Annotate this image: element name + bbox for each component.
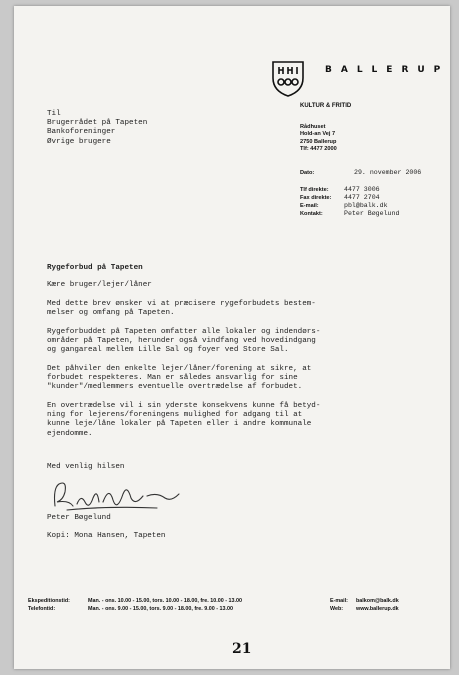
- recipient-line: Bankoforeninger: [47, 128, 116, 137]
- address-line: 2750 Ballerup: [300, 138, 337, 145]
- contact-label: Kontakt:: [300, 211, 323, 217]
- recipient-line: Brugerrådet på Tapeten: [47, 119, 148, 128]
- letter-closing: Med venlig hilsen: [47, 463, 125, 471]
- phone-value: 4477 3006: [344, 186, 380, 193]
- recipient-line: Øvrige brugere: [47, 137, 111, 146]
- email-value: pbl@balk.dk: [344, 202, 388, 209]
- signer-name: Peter Bøgelund: [47, 514, 111, 522]
- paragraph-line: forbudet respekteres. Man er således ansvarlig for sine: [47, 374, 298, 383]
- paragraph: [47, 328, 407, 356]
- footer-email-label: E-mail:: [330, 598, 348, 604]
- fax-value: 4477 2704: [344, 194, 380, 201]
- copy-line: Kopi: Mona Hansen, Tapeten: [47, 532, 166, 540]
- footer-email-value: balkom@balk.dk: [356, 598, 399, 604]
- paragraph-line: Det påhviler den enkelte lejer/låner/forening at sikre, at: [47, 365, 312, 373]
- paragraph-line: En overtrædelse vil i sin yderste konsekvens kunne få betyd-: [47, 402, 321, 410]
- letter-greeting: [47, 281, 407, 290]
- address-line: Hold-an Vej 7: [300, 131, 336, 138]
- municipality-name: BALLERUP: [325, 65, 450, 75]
- footer-web-label: Web:: [330, 606, 344, 612]
- sender-address: [300, 124, 337, 154]
- paragraph-line: områder på Tapeten, herunder også vindfang ved hovedindgang: [47, 337, 316, 346]
- recipient-block: [47, 110, 147, 147]
- hours-value: Man. - ons. 10.00 - 15.00, tors. 10.00 - 18.00, fre. 10.00 - 13.00: [88, 598, 243, 604]
- recipient-line: Til: [47, 110, 61, 118]
- phone-hours-value: Man. - ons. 9.00 - 15.00, tors. 9.00 - 18.00, fre. 9.00 - 13.00: [88, 606, 234, 612]
- contact-value: Peter Bøgelund: [344, 210, 400, 217]
- page-number: 21: [232, 641, 252, 657]
- date-value: 29. november 2006: [354, 169, 422, 176]
- paragraph-line: melser og omfang på Tapeten.: [47, 309, 175, 318]
- date-label: Dato:: [300, 170, 315, 176]
- paragraph: [47, 402, 407, 439]
- paragraph: [47, 300, 407, 318]
- footer-web-value: www.ballerup.dk: [356, 606, 399, 612]
- paragraph-line: Rygeforbuddet på Tapeten omfatter alle lokaler og indendørs-: [47, 328, 321, 336]
- address-line: Tlf: 4477 2000: [300, 146, 337, 153]
- letter-page: [14, 6, 450, 669]
- paragraph: [47, 365, 407, 393]
- paragraph-line: ejendomme.: [47, 429, 93, 438]
- phone-hours-label: Telefontid:: [28, 606, 56, 612]
- email-label: E-mail:: [300, 203, 319, 209]
- fax-label: Fax direkte:: [300, 195, 332, 201]
- paragraph-line: ning for lejerens/foreningens mulighed for adgang til at: [47, 411, 303, 420]
- address-line: Rådhuset: [300, 124, 326, 130]
- letter-subject: Rygeforbud på Tapeten: [47, 264, 143, 272]
- paragraph-line: "kunder"/medlemmers eventuelle overtrædelse af forbudet.: [47, 383, 303, 392]
- greeting-line: Kære bruger/lejer/låner: [47, 281, 152, 289]
- paragraph-line: Med dette brev ønsker vi at præcisere rygeforbudets bestem-: [47, 300, 316, 308]
- ballerup-crest-icon: [268, 58, 308, 98]
- paragraph-line: kunne leje/låne lokaler på Tapeten eller i andre kommunale: [47, 420, 312, 429]
- paragraph-line: og gangareal mellem Lille Sal og foyer ved Store Sal.: [47, 346, 289, 355]
- department-name: KULTUR & FRITID: [300, 103, 352, 109]
- hours-label: Ekspeditionstid:: [28, 598, 70, 604]
- phone-label: Tlf direkte:: [300, 187, 329, 193]
